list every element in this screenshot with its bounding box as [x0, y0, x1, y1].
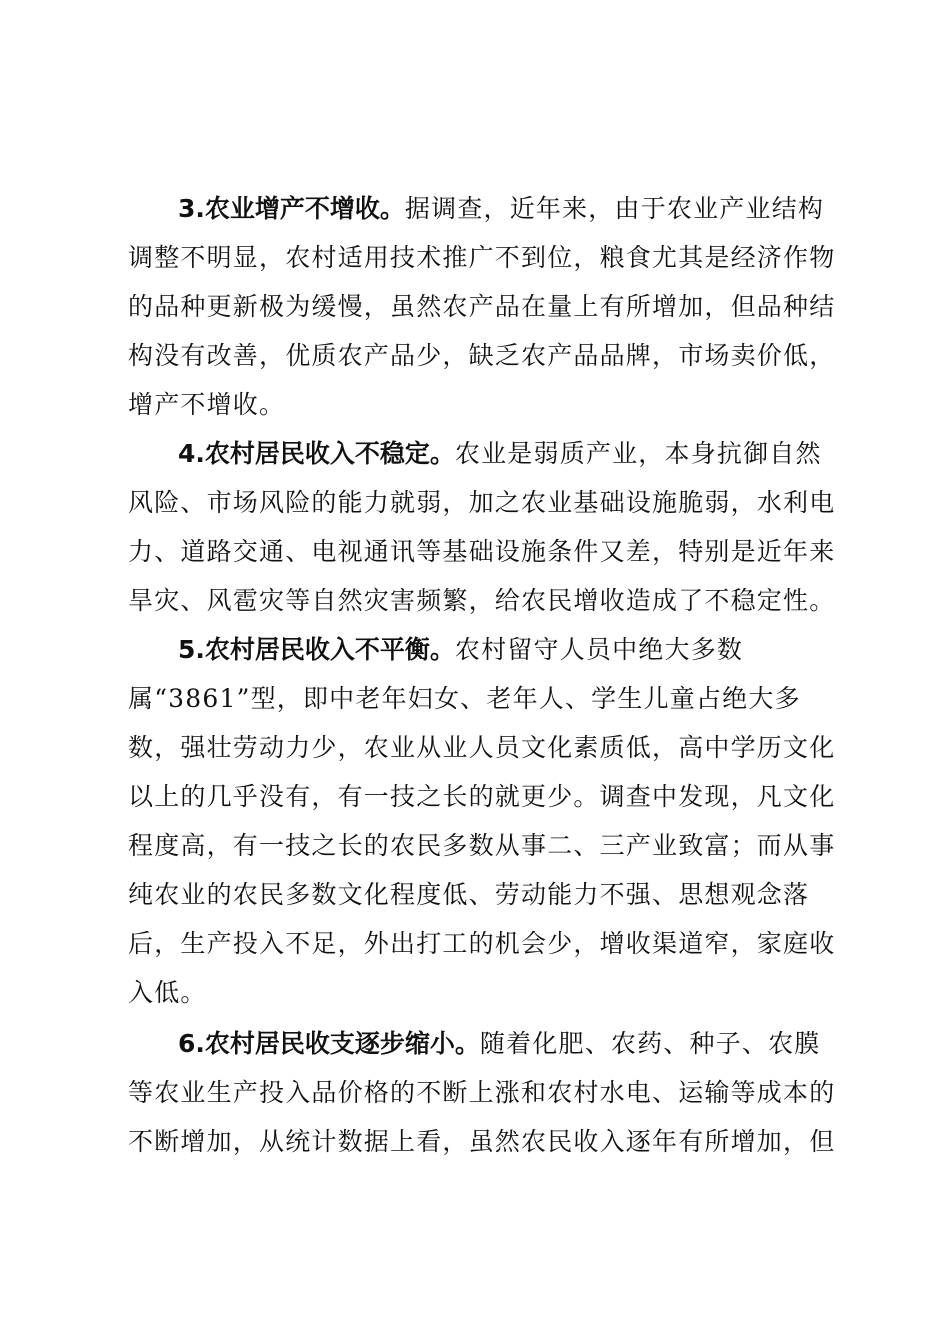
paragraph-first-line — [128, 184, 825, 233]
paragraph-text: 随着化肥、农药、种子、农膜 — [479, 1029, 821, 1058]
paragraph-text: 据调查，近年来，由于农业产业结构 — [404, 194, 825, 223]
paragraph-line: 程度高，有一技之长的农民多数从事二、三产业致富；而从事 — [128, 831, 836, 860]
paragraph-first-line — [128, 1019, 821, 1068]
paragraph-5 — [128, 625, 836, 1017]
paragraph-line: 旱灾、风雹灾等自然灾害频繁，给农民增收造成了不稳定性。 — [128, 586, 836, 615]
paragraph-line: 属“3861”型，即中老年妇女、老年人、学生儿童占绝大多 — [128, 684, 801, 713]
paragraph-text: 农村留守人员中绝大多数 — [454, 635, 744, 664]
paragraph-line: 后，生产投入不足，外出打工的机会少，增收渠道窄，家庭收 — [128, 929, 836, 958]
paragraph-6 — [128, 1019, 836, 1166]
paragraph-line: 纯农业的农民多数文化程度低、劳动能力不强、思想观念落 — [128, 880, 810, 909]
paragraph-line: 调整不明显，农村适用技术推广不到位，粮食尤其是经济作物 — [128, 243, 836, 272]
paragraph-line: 入低。 — [128, 978, 207, 1007]
paragraph-line: 等农业生产投入品价格的不断上涨和农村水电、运输等成本的 — [128, 1078, 836, 1107]
document-page — [128, 184, 836, 1166]
paragraph-line: 不断增加，从统计数据上看，虽然农民收入逐年有所增加，但 — [128, 1127, 836, 1156]
paragraph-first-line — [128, 429, 822, 478]
paragraph-heading: 6.农村居民收支逐步缩小。 — [178, 1029, 480, 1058]
paragraph-text: 农业是弱质产业，本身抗御自然 — [454, 439, 822, 468]
paragraph-4 — [128, 429, 836, 625]
paragraph-line: 风险、市场风险的能力就弱，加之农业基础设施脆弱，水利电 — [128, 488, 836, 517]
paragraph-line: 数，强壮劳动力少，农业从业人员文化素质低，高中学历文化 — [128, 733, 836, 762]
paragraph-3 — [128, 184, 836, 429]
paragraph-heading: 3.农业增产不增收。 — [178, 194, 405, 223]
paragraph-line: 构没有改善，优质农产品少，缺乏农产品品牌，市场卖价低， — [128, 341, 836, 370]
paragraph-line: 力、道路交通、电视通讯等基础设施条件又差，特别是近年来 — [128, 537, 836, 566]
paragraph-heading: 5.农村居民收入不平衡。 — [178, 635, 455, 664]
paragraph-line: 增产不增收。 — [128, 390, 286, 419]
paragraph-heading: 4.农村居民收入不稳定。 — [178, 439, 455, 468]
paragraph-first-line — [128, 625, 818, 674]
paragraph-line: 以上的几乎没有，有一技之长的就更少。调查中发现，凡文化 — [128, 782, 836, 811]
paragraph-line: 的品种更新极为缓慢，虽然农产品在量上有所增加，但品种结 — [128, 292, 836, 321]
